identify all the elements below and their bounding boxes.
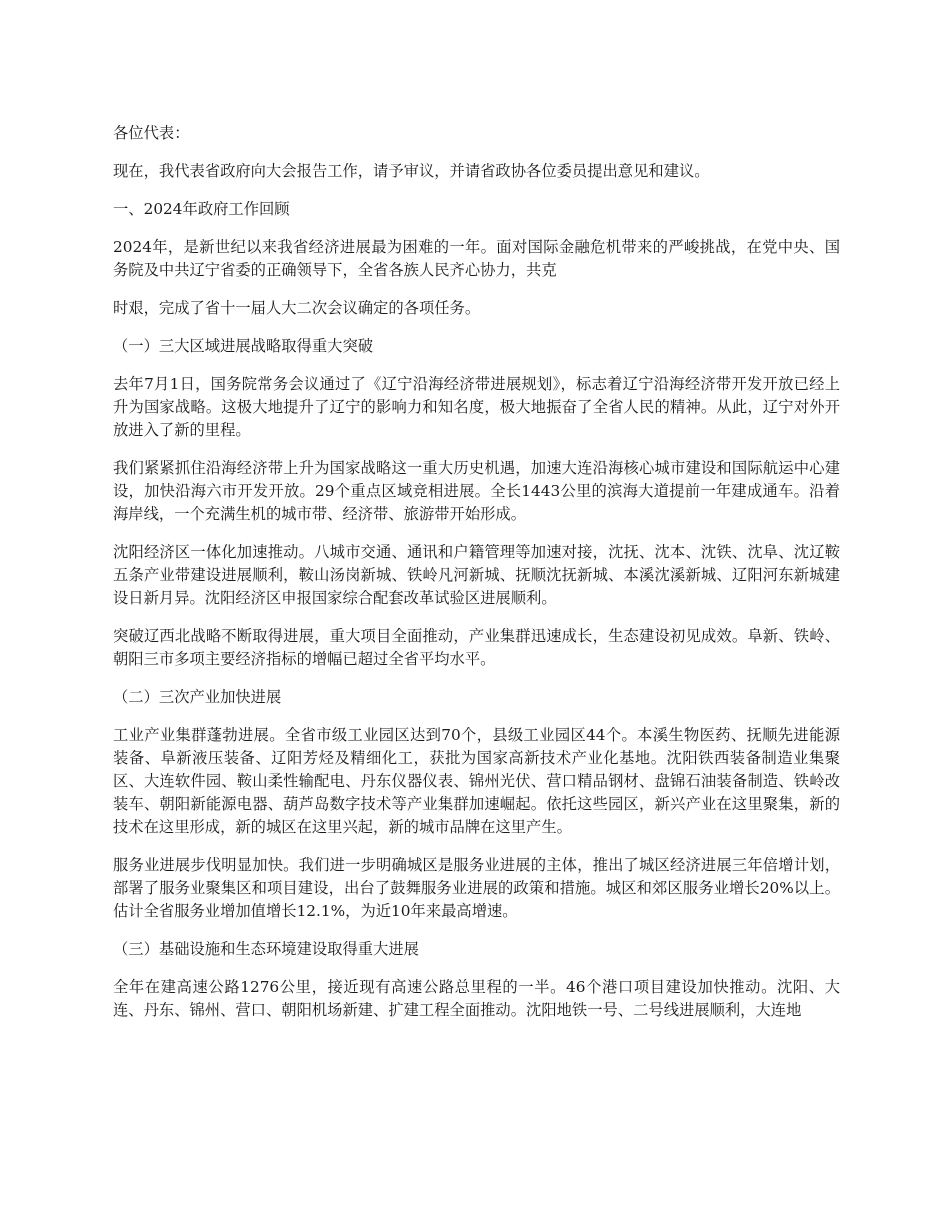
section1-paragraph-2: 我们紧紧抓住沿海经济带上升为国家战略这一重大历史机遇，加速大连沿海核心城市建设和国际航运中心建设，加快沿海六市开发开放。29个重点区域竞相进展。全长1443公里的滨海大道提前一年建成通车。沿着海岸线，一个充满生机的城市带、经济带、旅游带开始形成。: [113, 459, 840, 523]
section1-paragraph-1: 去年7月1日，国务院常务会议通过了《辽宁沿海经济带进展规划》，标志着辽宁沿海经济带开发开放已经上升为国家战略。这极大地提升了辽宁的影响力和知名度，极大地振奋了全省人民的精神。从此，辽宁对外开放进入了新的里程。: [113, 375, 840, 439]
section1-paragraph-3: 沈阳经济区一体化加速推动。八城市交通、通讯和户籍管理等加速对接，沈抚、沈本、沈铁、沈阜、沈辽鞍五条产业带建设进展顺利，鞍山汤岗新城、铁岭凡河新城、抚顺沈抚新城、本溪沈溪新城、辽阳河东新城建设日新月异。沈阳经济区申报国家综合配套改革试验区进展顺利。: [113, 543, 840, 607]
section2-paragraph-1: 工业产业集群蓬勃进展。全省市级工业园区达到70个，县级工业园区44个。本溪生物医药、抚顺先进能源装备、阜新液压装备、辽阳芳烃及精细化工，获批为国家高新技术产业化基地。沈阳铁西装备制造业集聚区、大连软件园、鞍山柔性输配电、丹东仪器仪表、锦州光伏、营口精品钢材、盘锦石油装备制造、铁岭改装车、朝阳新能源电器、葫芦岛数字技术等产业集群加速崛起。依托这些园区，新兴产业在这里聚集，新的技术在这里形成，新的城区在这里兴起，新的城市品牌在这里产生。: [113, 726, 840, 836]
section-title-2: （二）三次产业加快进展: [113, 688, 282, 706]
intro-paragraph: 现在，我代表省政府向大会报告工作，请予审议，并请省政协各位委员提出意见和建议。: [113, 162, 710, 180]
overview-paragraph-2: 时艰，完成了省十一届人大二次会议确定的各项任务。: [113, 299, 481, 317]
overview-paragraph-1: 2024年，是新世纪以来我省经济进展最为困难的一年。面对国际金融危机带来的严峻挑战，在党中央、国务院及中共辽宁省委的正确领导下，全省各族人民齐心协力，共克: [113, 238, 840, 279]
section-title-1: （一）三大区域进展战略取得重大突破: [113, 337, 374, 355]
section-title-3: （三）基础设施和生态环境建设取得重大进展: [113, 940, 419, 958]
section2-paragraph-2: 服务业进展步伐明显加快。我们进一步明确城区是服务业进展的主体，推出了城区经济进展三年倍增计划，部署了服务业聚集区和项目建设，出台了鼓舞服务业进展的政策和措施。城区和郊区服务业增长20%以上。估计全省服务业增加值增长12.1%，为近10年来最高增速。: [113, 856, 840, 920]
section3-paragraph-1: 全年在建高速公路1276公里，接近现有高速公路总里程的一半。46个港口项目建设加快推动。沈阳、大连、丹东、锦州、营口、朝阳机场新建、扩建工程全面推动。沈阳地铁一号、二号线进展顺利，大连地: [113, 978, 840, 1019]
document-body: [113, 122, 840, 1037]
section1-paragraph-4: 突破辽西北战略不断取得进展，重大项目全面推动，产业集群迅速成长，生态建设初见成效。阜新、铁岭、朝阳三市多项主要经济指标的增幅已超过全省平均水平。: [113, 627, 840, 668]
part-title: 一、2024年政府工作回顾: [113, 200, 290, 218]
greeting: 各位代表：: [113, 124, 190, 142]
